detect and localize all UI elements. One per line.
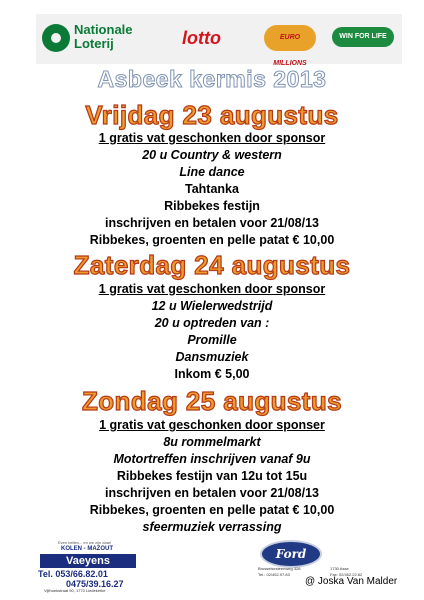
sunday-line-5: inschrijven en betalen voor 21/08/13 — [105, 486, 319, 500]
win-for-life-logo: WIN FOR LIFE — [332, 27, 394, 47]
saturday-line-1: 1 gratis vat geschonken door sponsor — [98, 282, 326, 296]
saturday-line-2: 12 u Wielerwedstrijd — [151, 299, 273, 313]
vaeyens-ad — [36, 538, 138, 593]
ford-logo: Ford — [260, 540, 322, 568]
day-heading-friday: Vrijdag 23 augustus — [85, 100, 339, 130]
sunday-line-4: Ribbekes festijn van 12u tot 15u — [116, 469, 308, 483]
nationale-loterij-text: Nationale Loterij — [74, 22, 133, 51]
ad-company-name: Vaeyens — [40, 554, 136, 568]
saturday-line-5: Dansmuziek — [175, 350, 249, 364]
ad-phone-2: 0475/39.16.27 — [66, 579, 124, 589]
lotto-logo: lotto — [182, 28, 221, 48]
nationale-loterij-logo-icon — [42, 24, 70, 52]
sunday-line-6: Ribbekes, groenten en pelle patat € 10,00 — [89, 503, 335, 517]
ad-address: Vijfhoekstraat 90, 1770 Liedekerke — [44, 588, 106, 593]
ford-phone: Tel.: 02/452.97.83 — [258, 572, 290, 577]
day-heading-saturday: Zaterdag 24 augustus — [73, 250, 351, 280]
sunday-line-3: Motortreffen inschrijven vanaf 9u — [113, 452, 311, 466]
saturday-line-3: 20 u optreden van : — [154, 316, 270, 330]
ad-phone-1: Tel. 053/66.82.01 — [38, 569, 108, 579]
saturday-line-4: Promille — [187, 333, 237, 347]
ford-fax: Fax: 02/452.22.82 — [330, 572, 363, 577]
sponsor-bar — [36, 14, 402, 67]
ad-kolen-mazout: KOLEN - MAZOUT — [61, 546, 113, 552]
saturday-line-6: Inkom € 5,00 — [174, 367, 250, 381]
friday-line-1: 1 gratis vat geschonken door sponsor — [98, 131, 326, 145]
sunday-line-1: 1 gratis vat geschonken door sponser — [99, 418, 325, 432]
ford-address: Brusselsesteenweg 328 — [258, 566, 301, 571]
friday-line-7: Ribbekes, groenten en pelle patat € 10,00 — [89, 233, 335, 247]
friday-line-4: Tahtanka — [185, 182, 239, 196]
page-title: Asbeek kermis 2013 — [97, 66, 327, 92]
ad-tagline: Even bellen... en we zijn daar! — [58, 540, 112, 545]
ford-city: 1730 Asse — [330, 566, 349, 571]
friday-line-5: Ribbekes festijn — [164, 199, 260, 213]
sunday-line-2: 8u rommelmarkt — [163, 435, 261, 449]
sunday-line-7: sfeermuziek verrassing — [142, 520, 282, 534]
friday-line-3: Line dance — [179, 165, 245, 179]
friday-line-2: 20 u Country & western — [142, 148, 282, 162]
day-heading-sunday: Zondag 25 augustus — [81, 386, 342, 416]
euromillions-logo: EURO MILLIONS — [264, 25, 316, 51]
photo-credit: @ Joska Van Malder — [305, 576, 398, 587]
friday-line-6: inschrijven en betalen voor 21/08/13 — [105, 216, 319, 230]
